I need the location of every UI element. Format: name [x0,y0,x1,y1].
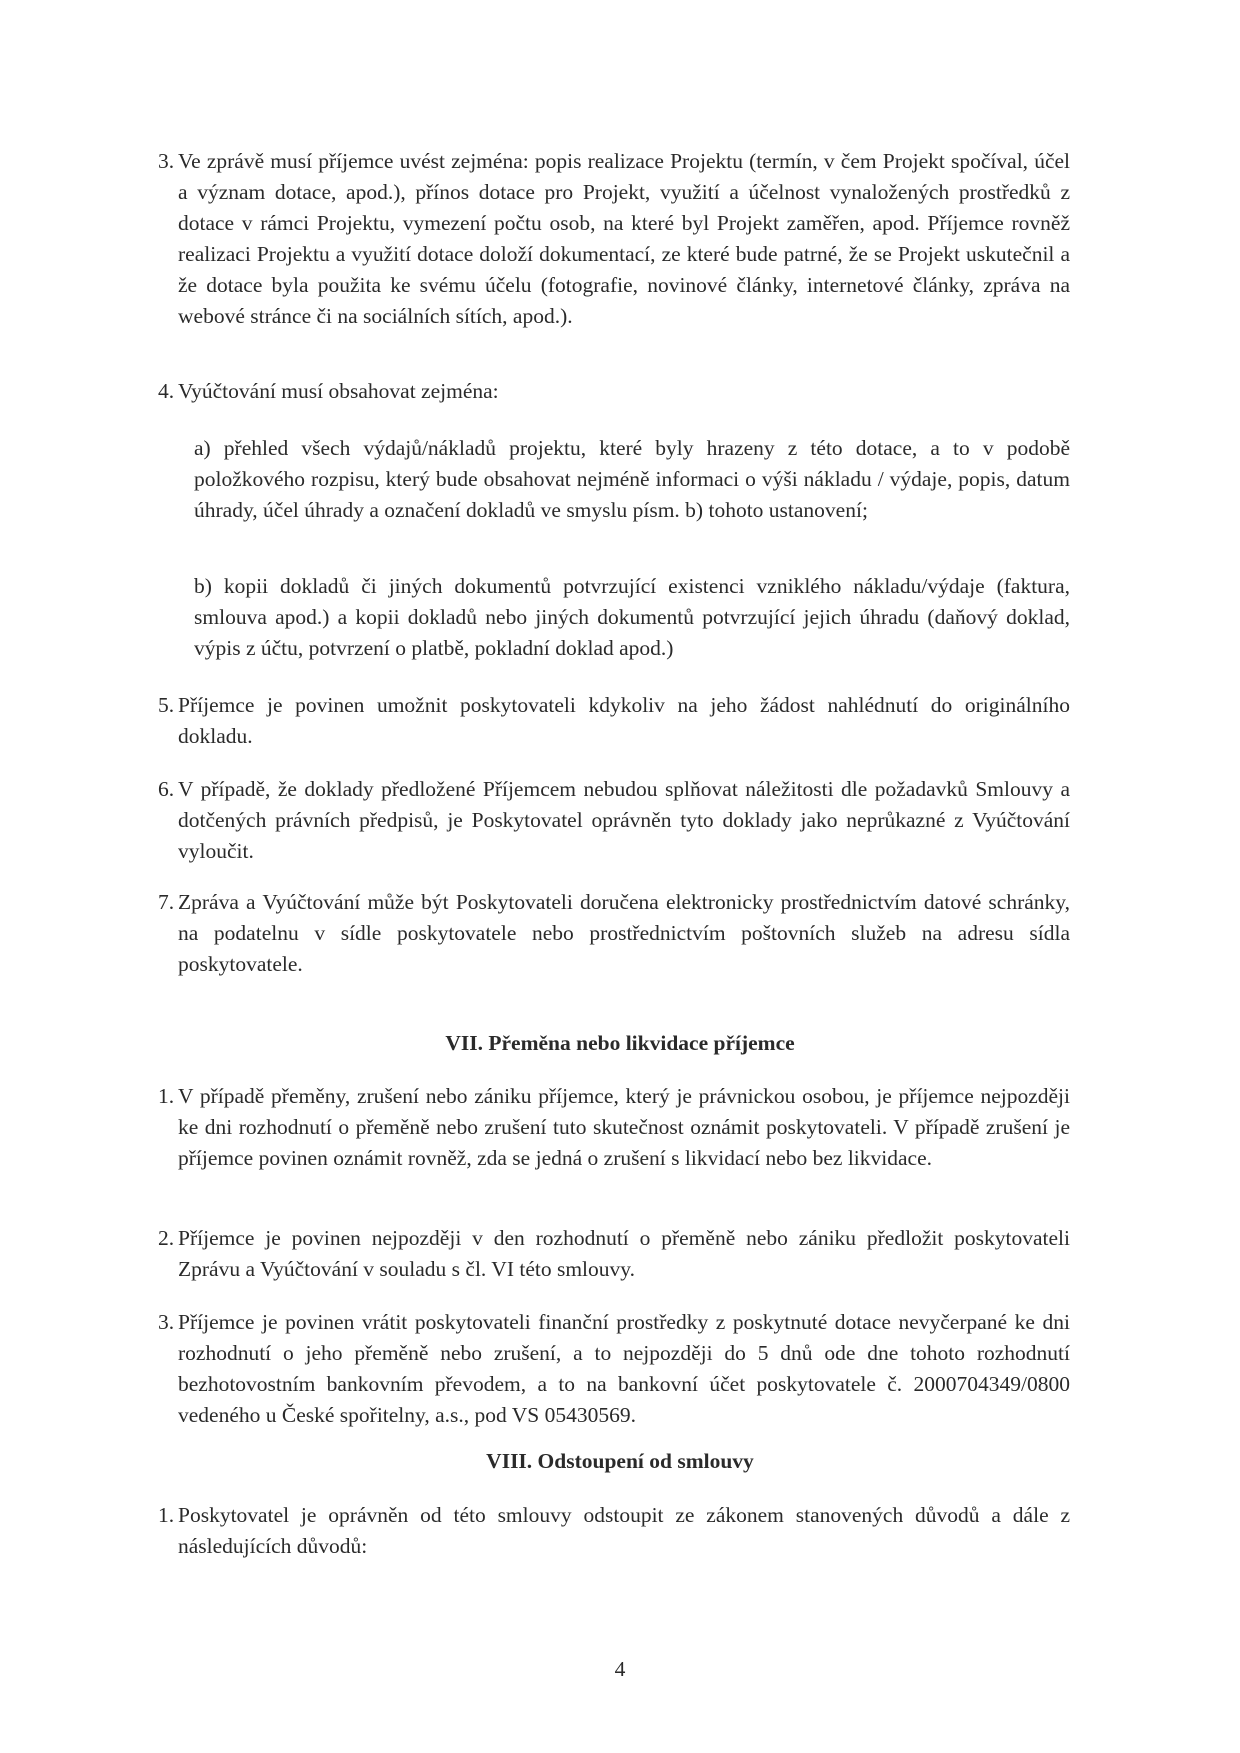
clause-number: 7. [158,890,175,914]
clause-text: Poskytovatel je oprávněn od této smlouvy odstoupit ze zákonem stanovených důvodů a dále z následujících důvodů: [178,1503,1070,1558]
clause-number: 5. [158,693,175,717]
section-heading-viii: VIII. Odstoupení od smlouvy [486,1449,754,1473]
clause-text: Vyúčtování musí obsahovat zejména: [178,379,499,403]
clause-text: V případě přeměny, zrušení nebo zániku příjemce, který je právnickou osobou, je příjemce nejpozději ke dni rozhodnutí o přeměně nebo zrušení tuto skutečnost oznámit poskytovateli. V případě zrušení je příjemce povinen oznámit rovněž, zda se jedná o zrušení s likvidací nebo bez likvidace. [178,1084,1070,1170]
clause-number: 3. [158,149,175,173]
clause-number: 3. [158,1310,175,1334]
clause-number: 4. [158,379,175,403]
clause-text: Příjemce je povinen vrátit poskytovateli finanční prostředky z poskytnuté dotace nevyčerpané ke dni rozhodnutí o jeho přeměně nebo zrušení, a to nejpozději do 5 dnů ode dne tohoto rozhodnutí bezhotovostním bankovním převodem, a to na bankovní účet poskytovatele č. 2000704349/0800 vedeného u České spořitelny, a.s., pod VS 05430569. [178,1310,1070,1427]
clause-number: 1. [158,1084,175,1108]
clause-6-4-b: b) kopii dokladů či jiných dokumentů potvrzující existenci vzniklého nákladu/výdaje (faktura, smlouva apod.) a kopii dokladů nebo jiných dokumentů potvrzující jejich úhradu (daňový doklad, výpis z účtu, potvrzení o platbě, pokladní doklad apod.) [194,574,1070,660]
clause-number: 1. [158,1503,175,1527]
clause-text: Ve zprávě musí příjemce uvést zejména: popis realizace Projektu (termín, v čem Projekt spočíval, účel a význam dotace, apod.), přínos dotace pro Projekt, využití a účelnost vynaložených prostředků z dotace v rámci Projektu, vymezení počtu osob, na které byl Projekt zaměřen, apod. Příjemce rovněž realizaci Projektu a využití dotace doloží dokumentací, ze které bude patrné, že se Projekt uskutečnil a že dotace byla použita ke svému účelu (fotografie, novinové články, internetové články, zpráva na webové stránce či na sociálních sítích, apod.). [178,149,1070,328]
clause-6-4-a: a) přehled všech výdajů/nákladů projektu, které byly hrazeny z této dotace, a to v podobě položkového rozpisu, který bude obsahovat nejméně informaci o výši nákladu / výdaje, popis, datum úhrady, účel úhrady a označení dokladů ve smyslu písm. b) tohoto ustanovení; [194,436,1070,522]
clause-number: 6. [158,777,175,801]
page-number: 4 [614,1657,626,1681]
clause-text: Příjemce je povinen umožnit poskytovateli kdykoliv na jeho žádost nahlédnutí do originálního dokladu. [178,693,1070,748]
clause-number: 2. [158,1226,175,1250]
clause-text: Příjemce je povinen nejpozději v den rozhodnutí o přeměně nebo zániku předložit poskytovateli Zprávu a Vyúčtování v souladu s čl. VI této smlouvy. [178,1226,1070,1281]
clause-text: Zpráva a Vyúčtování může být Poskytovateli doručena elektronicky prostřednictvím datové schránky, na podatelnu v sídle poskytovatele nebo prostřednictvím poštovních služeb na adresu sídla poskytovatele. [178,890,1070,976]
section-heading-vii: VII. Přeměna nebo likvidace příjemce [445,1031,795,1055]
clause-text: V případě, že doklady předložené Příjemcem nebudou splňovat náležitosti dle požadavků Smlouvy a dotčených právních předpisů, je Poskytovatel oprávněn tyto doklady jako neprůkazné z Vyúčtování vyloučit. [178,777,1070,863]
